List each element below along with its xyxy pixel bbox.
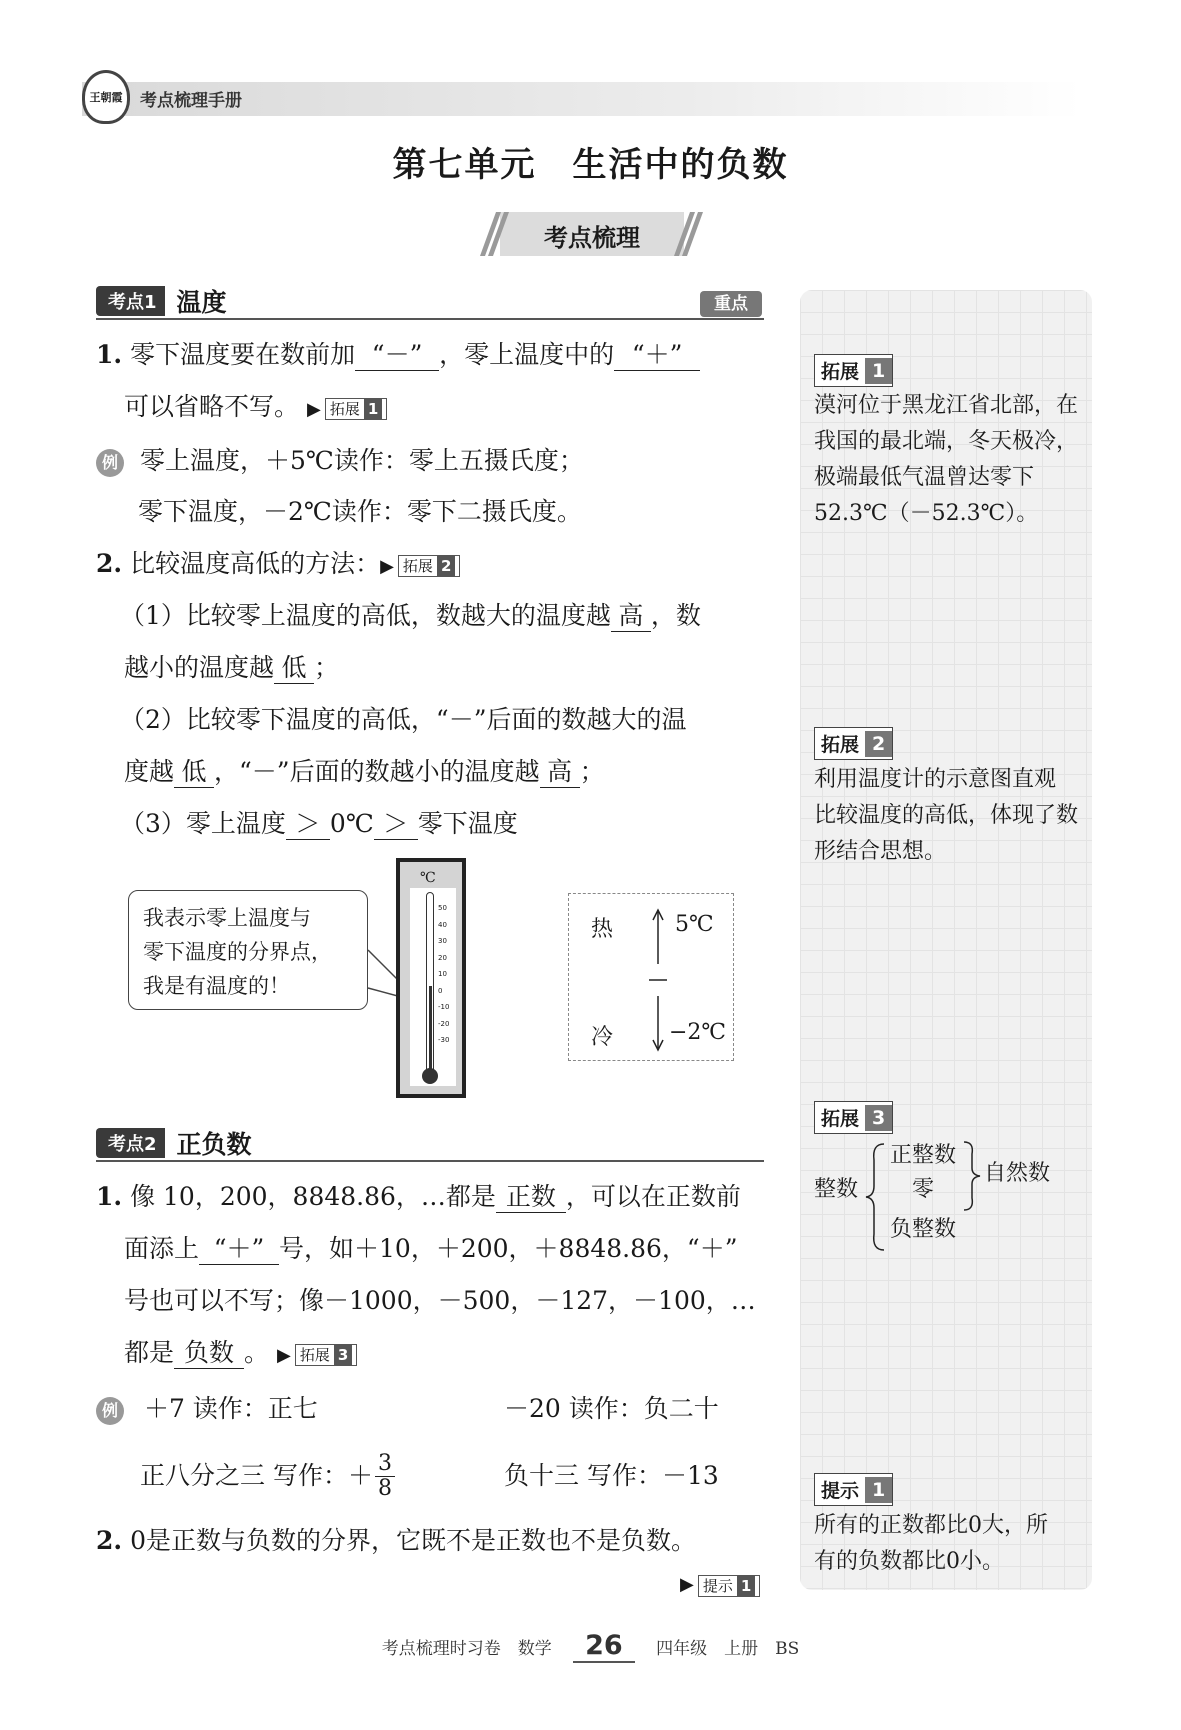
item-number: 2. xyxy=(96,1526,123,1555)
tick-label: 40 xyxy=(438,920,447,929)
bubble-line: 我表示零上温度与 xyxy=(143,906,311,930)
text: 零下温度 xyxy=(417,809,518,838)
side-ext-1-tag xyxy=(814,354,893,387)
kd1-s2-line2 xyxy=(124,757,605,788)
ext-ref-2[interactable] xyxy=(398,555,460,577)
text: 0℃ xyxy=(329,809,374,838)
book-title: 考点梳理手册 xyxy=(140,91,242,111)
side-ext-2-tag xyxy=(814,727,893,760)
arrow-icon: ▶ xyxy=(306,399,321,420)
answer-blank: 低 xyxy=(274,653,314,684)
side-tag-number: 1 xyxy=(865,1477,892,1503)
kd1-item1-line1 xyxy=(96,340,700,371)
answer-blank: ＞ xyxy=(286,809,330,840)
thermometer-mercury xyxy=(429,986,432,1072)
side-tag-number: 2 xyxy=(865,731,892,757)
ext-ref-number: 3 xyxy=(334,1345,352,1365)
kd2-item1-line3: 号也可以不写；像－1000，－500，－127，－100，… xyxy=(124,1286,756,1315)
arrow-icon: ▶ xyxy=(680,1574,694,1595)
kd1-divider xyxy=(96,318,764,320)
side-line: 极端最低气温曾达零下 xyxy=(814,465,1035,490)
tip-ref-tag xyxy=(698,1575,760,1597)
answer-blank: “－” xyxy=(355,340,439,371)
side-line: 所有的正数都比0大，所 xyxy=(814,1513,1048,1538)
section-banner-label: 考点梳理 xyxy=(544,224,640,252)
ext-ref-label: 拓展 xyxy=(299,1345,330,1364)
tick-label: 10 xyxy=(438,970,447,978)
side-tag-number: 3 xyxy=(865,1105,892,1131)
fraction-denominator: 8 xyxy=(377,1475,392,1501)
side-line: 利用温度计的示意图直观 xyxy=(814,767,1057,792)
tip-ref-1[interactable] xyxy=(680,1574,760,1597)
zero-label: 零 xyxy=(912,1177,935,1202)
page-footer xyxy=(0,1630,1181,1661)
section-banner xyxy=(482,212,702,256)
ext-ref-3[interactable] xyxy=(295,1344,357,1366)
ext-ref-label: 拓展 xyxy=(329,399,360,418)
text: 越小的温度越 xyxy=(124,653,275,682)
ext-ref-number: 1 xyxy=(364,399,382,419)
kd2-example-d: 负十三 写作：－13 xyxy=(504,1461,719,1490)
item-number: 1. xyxy=(96,1182,123,1211)
cold-label: 冷 xyxy=(591,1025,614,1050)
kd2-example-c xyxy=(140,1446,397,1506)
kd1-s3-line xyxy=(120,809,518,840)
fraction-numerator: 3 xyxy=(375,1452,395,1477)
side-tip-1-text xyxy=(814,1508,1048,1580)
kd1-heading xyxy=(96,286,227,316)
thermometer-ticks xyxy=(438,900,449,1049)
high-temp: 5℃ xyxy=(675,912,714,937)
side-line: 我国的最北端，冬天极冷， xyxy=(814,429,1079,454)
thermometer-scale xyxy=(410,888,456,1086)
side-tip-1-tag xyxy=(814,1473,893,1506)
text: 。 xyxy=(244,1338,270,1367)
negative-integer-label: 负整数 xyxy=(890,1217,957,1242)
footer-right: 四年级 上册 BS xyxy=(656,1639,800,1659)
answer-blank: ＞ xyxy=(374,809,418,840)
item-number: 2. xyxy=(96,549,123,578)
speech-bubble xyxy=(128,890,368,1010)
footer-left: 考点梳理时习卷 数学 xyxy=(381,1639,552,1659)
text: ； xyxy=(579,757,605,786)
answer-blank: 高 xyxy=(540,757,580,788)
kd2-title: 正负数 xyxy=(176,1130,252,1159)
text: ，数 xyxy=(650,601,701,630)
kd1-s1-line1 xyxy=(120,601,701,632)
text: 面添上 xyxy=(124,1234,200,1263)
text: ，可以在正数前 xyxy=(565,1182,741,1211)
text: ＋7 读作：正七 xyxy=(143,1394,318,1423)
kd2-divider xyxy=(96,1160,764,1162)
side-tag-label: 提示 xyxy=(821,1480,860,1502)
fraction xyxy=(375,1452,395,1501)
text: 号，如＋10，＋200，＋8848.86，“＋” xyxy=(279,1234,738,1263)
kd2-item2-line xyxy=(96,1526,696,1556)
arrow-icon: ▶ xyxy=(276,1345,291,1366)
kd1-title: 温度 xyxy=(176,288,227,317)
side-ext-2-text xyxy=(814,762,1078,870)
unit-title: 第七单元 生活中的负数 xyxy=(392,145,789,185)
natural-number-label: 自然数 xyxy=(984,1161,1051,1186)
text: 度越 xyxy=(124,757,175,786)
answer-blank: 低 xyxy=(174,757,214,788)
tick-label: 30 xyxy=(438,937,447,945)
example-icon: 例 xyxy=(96,449,124,477)
integer-label: 整数 xyxy=(814,1177,859,1202)
text: ，“－”后面的数越小的温度越 xyxy=(214,757,540,786)
text: 比较温度高低的方法： xyxy=(130,549,381,578)
tick-label: 0 xyxy=(438,986,443,995)
integer-classification xyxy=(814,1138,1074,1258)
tick-label: 50 xyxy=(438,904,447,912)
temperature-compare-box xyxy=(568,893,734,1061)
thermometer-bulb xyxy=(422,1068,438,1084)
text: ，零上温度中的 xyxy=(439,340,615,369)
side-line: 比较温度的高低，体现了数 xyxy=(814,803,1079,828)
text: 都是 xyxy=(124,1338,175,1367)
left-brace-icon xyxy=(864,1142,888,1252)
right-brace-icon xyxy=(962,1140,982,1212)
kd1-item1-line2 xyxy=(124,392,387,425)
side-line: 形结合思想。 xyxy=(814,839,947,864)
side-ext-1-text xyxy=(814,388,1078,532)
logo-text: 王朝霞 xyxy=(89,91,123,104)
text: 零下温度要在数前加 xyxy=(130,340,356,369)
page-number: 26 xyxy=(573,1630,635,1663)
text: （1）比较零上温度的高低，数越大的温度越 xyxy=(120,601,611,630)
arrow-icon: ▶ xyxy=(380,556,394,577)
ext-ref-1[interactable] xyxy=(325,398,387,420)
side-line: 52.3℃（－52.3℃）。 xyxy=(814,501,1039,526)
tip-ref-label: 提示 xyxy=(702,1576,733,1595)
tick-label: -30 xyxy=(438,1036,450,1044)
ext-ref-number: 2 xyxy=(437,556,455,576)
tick-label: -20 xyxy=(438,1019,450,1028)
side-line: 漠河位于黑龙江省北部，在 xyxy=(814,393,1079,418)
bubble-line: 零下温度的分界点， xyxy=(143,940,332,964)
up-down-arrows-icon xyxy=(643,906,673,1054)
low-temp: −2℃ xyxy=(669,1020,727,1045)
item-number: 1. xyxy=(96,340,123,369)
kd1-s2-line1: （2）比较零下温度的高低，“－”后面的数越大的温 xyxy=(120,705,687,734)
text: 可以省略不写。 xyxy=(124,392,300,421)
kd2-example-b: －20 读作：负二十 xyxy=(504,1394,719,1423)
answer-blank: “＋” xyxy=(199,1234,279,1265)
side-line: 有的负数都比0小。 xyxy=(814,1549,1004,1574)
kd1-s1-line2 xyxy=(124,653,339,684)
example-icon: 例 xyxy=(96,1397,124,1425)
kd2-item1-line2 xyxy=(124,1234,738,1265)
tip-ref-number: 1 xyxy=(737,1576,755,1596)
kd2-item1-line1 xyxy=(96,1182,741,1213)
text: ； xyxy=(314,653,340,682)
hot-label: 热 xyxy=(591,917,614,942)
kd2-badge: 考点2 xyxy=(96,1128,165,1158)
kd2-item1-line4 xyxy=(124,1338,357,1371)
thermometer xyxy=(396,858,466,1098)
tick-label: -10 xyxy=(438,1003,450,1011)
kd1-example-line2: 零下温度，－2℃读作：零下二摄氏度。 xyxy=(138,497,582,526)
text: （3）零上温度 xyxy=(120,809,286,838)
side-tag-number: 1 xyxy=(865,358,892,384)
key-point-badge: 重点 xyxy=(700,291,762,317)
publisher-logo xyxy=(82,70,130,124)
side-tag-label: 拓展 xyxy=(821,734,860,756)
kd1-badge: 考点1 xyxy=(96,286,165,316)
side-tag-label: 拓展 xyxy=(821,361,860,383)
answer-blank: 负数 xyxy=(174,1338,244,1369)
bubble-line: 我是有温度的！ xyxy=(143,974,290,998)
answer-blank: 正数 xyxy=(496,1182,566,1213)
side-tag-label: 拓展 xyxy=(821,1108,860,1130)
ext-ref-label: 拓展 xyxy=(402,556,433,575)
tick-label: 20 xyxy=(438,953,447,962)
kd1-item2-line xyxy=(96,549,460,582)
positive-integer-label: 正整数 xyxy=(890,1143,957,1168)
thermometer-unit: ℃ xyxy=(420,870,436,886)
kd2-example-row1 xyxy=(96,1394,318,1425)
text: 正八分之三 写作：＋ xyxy=(140,1461,373,1490)
kd2-heading xyxy=(96,1128,252,1158)
side-ext-3-tag xyxy=(814,1101,893,1134)
text: 0是正数与负数的分界，它既不是正数也不是负数。 xyxy=(130,1526,696,1555)
text: 像 10，200，8848.86，…都是 xyxy=(130,1182,496,1211)
answer-blank: 高 xyxy=(611,601,651,632)
kd1-example-line1 xyxy=(96,446,584,477)
text: 零上温度，＋5℃读作：零上五摄氏度； xyxy=(139,446,584,475)
answer-blank: “＋” xyxy=(614,340,700,371)
